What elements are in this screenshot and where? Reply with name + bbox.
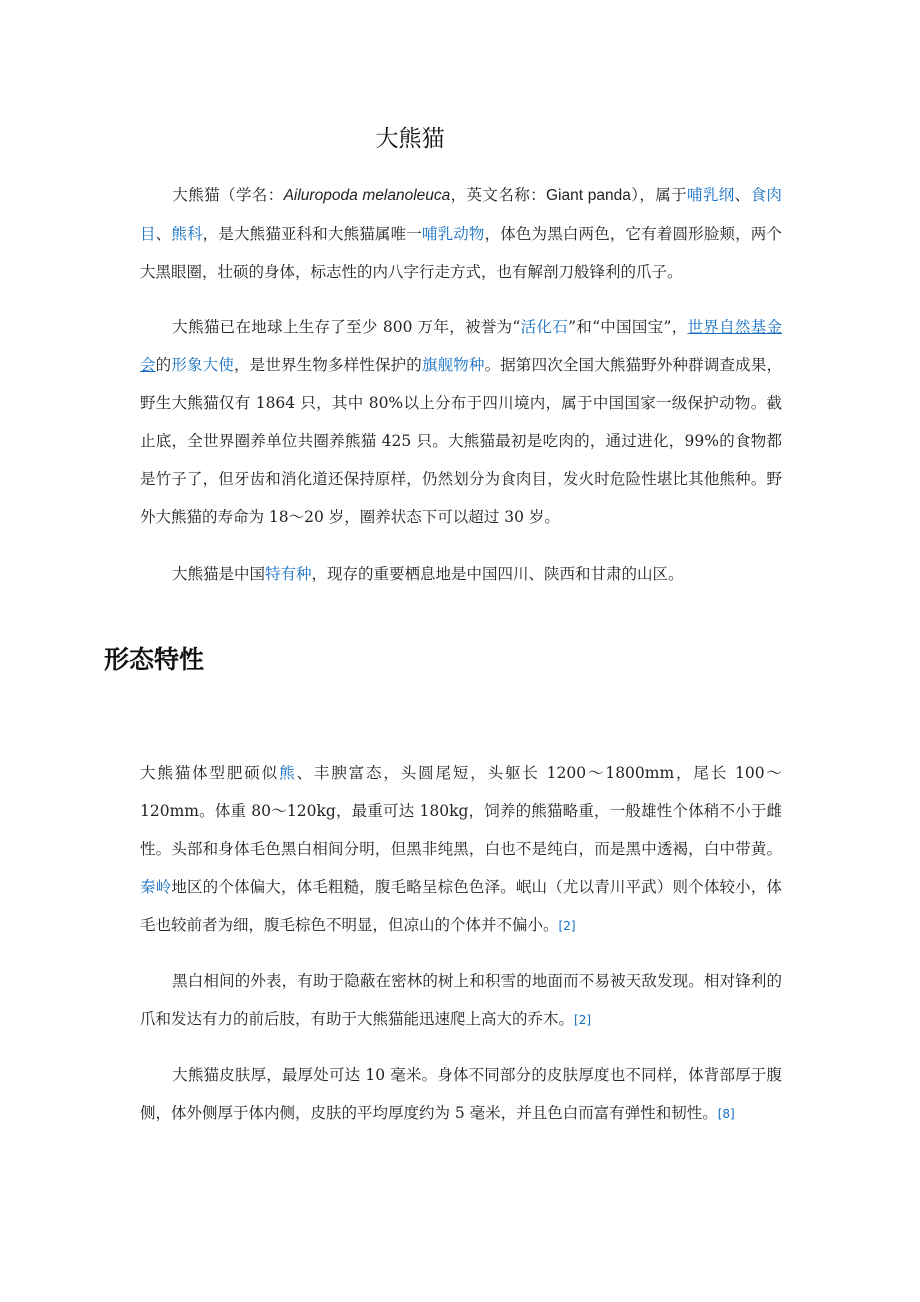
text-run: 大熊猫是中国 [172,565,266,583]
link-endemic-species[interactable]: 特有种 [265,565,312,583]
text-run: ”和“中国国宝”， [568,318,688,336]
intro-paragraph [140,176,782,291]
text-run: 、丰腴富态，头圆尾短，头躯长 1200～1800mm，尾长 100～120mm。体重 80～120kg，最重可达 180kg，饲养的熊猫略重，一般雄性个体稍不小于雌性。头部和身体毛色黑白相间分明，但黑非纯黑，白也不是纯白，而是黑中透褐，白中带黄。 [140,764,782,858]
link-wwf[interactable]: 世界自然基金会 [140,318,782,374]
text-run: 大熊猫皮肤厚，最厚处可达 10 毫米。身体不同部分的皮肤厚度也不同样，体背部厚于腹侧，体外侧厚于体内侧，皮肤的平均厚度约为 5 毫米，并且色白而富有弹性和韧性。 [140,1066,782,1122]
morphology-paragraph [140,754,782,945]
link-living-fossil[interactable]: 活化石 [520,318,569,336]
link-bear[interactable]: 熊 [279,764,297,782]
link-carnivora[interactable]: 食肉目 [140,186,782,243]
text-run: 大熊猫（学名： [172,186,284,204]
text-run: 大熊猫体型肥硕似 [140,764,280,782]
reference-link[interactable]: [2] [558,919,576,933]
text-run: 。据第四次全国大熊猫野外种群调查成果，野生大熊猫仅有 1864 只，其中 80%以上分布于四川境内，属于中国国家一级保护动物。截止底，全世界圈养单位共圈养熊猫 425 只。大熊猫最初是吃肉的，通过进化，99%的食物都是竹子了，但牙齿和消化道还保持原样，仍然划分为食肉目，发火时危险性堪比其他熊种。野外大熊猫的寿命为 18～20 岁，圈养状态下可以超过 30 岁。 [140,356,782,526]
english-name: Giant panda [545,187,631,204]
text-run: 的 [155,356,172,374]
habitat-paragraph [140,555,782,593]
reference-link[interactable]: [8] [717,1107,735,1121]
link-flagship-species[interactable]: 旗舰物种 [421,356,485,374]
history-paragraph [140,308,782,536]
text-run: ，是世界生物多样性保护的 [234,356,422,374]
page-title: 大熊猫 [375,126,445,152]
text-run: 黑白相间的外表，有助于隐蔽在密林的树上和积雪的地面而不易被天敌发现。相对锋利的爪和发达有力的前后肢，有助于大熊猫能迅速爬上高大的乔木。 [140,972,782,1028]
text-run: 地区的个体偏大，体毛粗糙，腹毛略呈棕色色泽。岷山（尤以青川平武）则个体较小，体毛也较前者为细，腹毛棕色不明显，但凉山的个体并不偏小。 [140,878,782,934]
skin-paragraph [140,1056,782,1133]
text-run: ，现存的重要栖息地是中国四川、陕西和甘肃的山区。 [311,565,684,583]
text-run: 、 [155,225,172,243]
reference-link[interactable]: [2] [574,1013,592,1027]
text-run: 大熊猫已在地球上生存了至少 800 万年，被誉为“ [172,318,521,336]
text-run: ，英文名称： [450,186,546,204]
link-qinling[interactable]: 秦岭 [140,878,172,896]
text-run: ，是大熊猫亚科和大熊猫属唯一 [202,225,422,243]
camouflage-paragraph [140,962,782,1039]
section-heading: 形态特性 [104,645,205,674]
link-ursidae[interactable]: 熊科 [171,225,203,243]
link-mammalia[interactable]: 哺乳纲 [687,186,735,204]
link-mammal[interactable]: 哺乳动物 [421,225,485,243]
text-run: 、 [734,186,751,204]
text-run: ），属于 [630,186,687,204]
link-ambassador[interactable]: 形象大使 [171,356,234,374]
text-run: ，体色为黑白两色，它有着圆形脸颊，两个大黑眼圈，壮硕的身体，标志性的内八字行走方式，也有解剖刀般锋利的爪子。 [140,225,782,281]
scientific-name: Ailuropoda melanoleuca [283,187,451,204]
